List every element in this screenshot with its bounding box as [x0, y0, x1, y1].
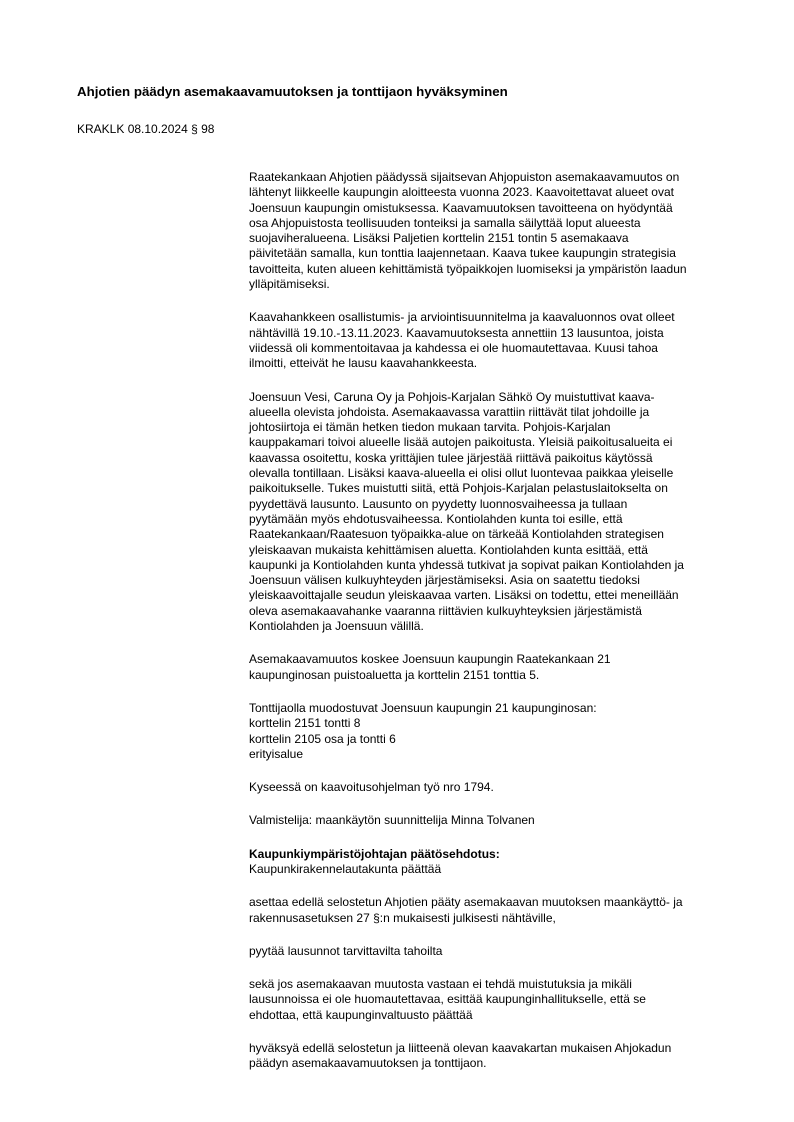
paragraph-line: päädyn asemakaavamuutoksen ja tonttijaon. [249, 1056, 487, 1071]
paragraph-line: alueella olevista johdoista. Asemakaavassa varattiin riittävät tilat johdoille ja [249, 404, 650, 419]
paragraph-line: suojaviheralueena. Lisäksi Paljetien korttelin 2151 tontin 5 asemakaava [249, 231, 629, 246]
meeting-reference: KRAKLK 08.10.2024 § 98 [77, 122, 215, 136]
paragraph [249, 170, 749, 292]
paragraph-line: sekä jos asemakaavan muutosta vastaan ei tehdä muistutuksia ja mikäli [249, 977, 632, 992]
paragraph-line: Asemakaavamuutos koskee Joensuun kaupungin Raatekankaan 21 [249, 652, 611, 667]
paragraph-line: pyydettävä lausunto. Lausunto on pyydetty luonnosvaiheessa ja tullaan [249, 496, 628, 511]
paragraph-line: olevalla tontillaan. Lisäksi kaava-alueella ei olisi ollut luontevaa paikkaa yleiselle [249, 466, 674, 481]
paragraph [249, 977, 749, 1023]
paragraph [249, 944, 749, 959]
paragraph-line: ehdottaa, että kaupunginvaltuusto päättää [249, 1007, 473, 1022]
paragraph [249, 847, 749, 878]
paragraph-line: pyytää lausunnot tarvittavilta tahoilta [249, 943, 443, 958]
paragraph-line: erityisalue [249, 746, 304, 761]
paragraph-line: viidessä oli kommentoitavaa ja kahdessa ei ole huomautettavaa. Kuusi tahoa [249, 340, 658, 355]
paragraph-line: ilmoitti, etteivät he lausu kaavahankkeesta. [249, 356, 478, 371]
paragraph [249, 652, 749, 683]
paragraph-line: kaupunginosan puistoaluetta ja korttelin 2151 tonttia 5. [249, 667, 540, 682]
paragraph-line: Joensuun kaupungin omistuksessa. Kaavamuutoksen tavoitteena on hyödyntää [249, 200, 673, 215]
paragraph-line: kaupunki ja Kontiolahden kunta yhdessä tutkivat ja sopivat paikan Kontiolahden ja [249, 557, 684, 572]
paragraph-line: kaavassa osoitettu, koska yrittäjien tulee järjestää riittävä paikoitus käytössä [249, 450, 653, 465]
paragraph-line: Tonttijaolla muodostuvat Joensuun kaupungin 21 kaupunginosan: [249, 700, 597, 715]
paragraph-line: paikoitukselle. Tukes muistutti siitä, että Pohjois-Karjalan pelastuslaitokselta on [249, 481, 668, 496]
paragraph [249, 813, 749, 828]
paragraph [249, 780, 749, 795]
document-title: Ahjotien päädyn asemakaavamuutoksen ja tonttijaon hyväksyminen [77, 84, 508, 99]
paragraph-line: nähtävillä 19.10.-13.11.2023. Kaavamuutoksesta annettiin 13 lausuntoa, joista [249, 325, 664, 340]
paragraph-line: Raatekankaan/Raatesuon työpaikka-alue on tärkeää Kontiolahden strategisen [249, 527, 664, 542]
paragraph-line: hyväksyä edellä selostetun ja liitteenä olevan kaavakartan mukaisen Ahjokadun [249, 1041, 672, 1056]
paragraph-line: korttelin 2151 tontti 8 [249, 716, 361, 731]
paragraph-line: yleiskaavoittajalle seudun yleiskaavaa varten. Lisäksi on todettu, ettei meneillään [249, 588, 679, 603]
paragraph-line: ylläpitämiseksi. [249, 277, 330, 292]
paragraph-line: oleva asemakaavahanke vaaranna riittävien kulkuyhteyksien järjestämistä [249, 603, 642, 618]
paragraph [249, 390, 749, 635]
paragraph-line: Joensuun välisen kulkuyhteyden järjestämiseksi. Asia on saatettu tiedoksi [249, 573, 640, 588]
document-body [249, 170, 749, 1090]
paragraph-line: yleiskaavan mukaista kehittämisen aluetta. Kontiolahden kunta esittää, että [249, 542, 648, 557]
paragraph [249, 701, 749, 762]
paragraph-line: johtosiirtoja ei tämän hetken tiedon mukaan tarvita. Pohjois-Karjalan [249, 420, 611, 435]
paragraph-line: kauppakamari toivoi alueelle lisää autojen paikoitusta. Yleisiä paikoitusalueita ei [249, 435, 673, 450]
paragraph-line: pyytämään myös ehdotusvaiheessa. Kontiolahden kunta toi esille, että [249, 511, 623, 526]
paragraph-line: Valmistelija: maankäytön suunnittelija Minna Tolvanen [249, 813, 535, 828]
paragraph [249, 895, 749, 926]
paragraph-line: lähtenyt liikkeelle kaupungin aloitteesta vuonna 2023. Kaavoitettavat alueet ovat [249, 185, 674, 200]
paragraph-line: Kaupunkirakennelautakunta päättää [249, 861, 442, 876]
paragraph-line: rakennusasetuksen 27 §:n mukaisesti julkisesti nähtäville, [249, 910, 556, 925]
paragraph-line: osa Ahjopuistosta teollisuuden tonteiksi ja samalla säilyttää loput alueesta [249, 215, 641, 230]
paragraph [249, 1041, 749, 1072]
paragraph-line: päivitetään samalla, kun tonttia laajennetaan. Kaava tukee kaupungin strategisia [249, 246, 676, 261]
paragraph-line: asettaa edellä selostetun Ahjotien pääty asemakaavan muutoksen maankäyttö- ja [249, 895, 683, 910]
proposal-heading: Kaupunkiympäristöjohtajan päätösehdotus: [249, 846, 500, 861]
paragraph-line: Kyseessä on kaavoitusohjelman työ nro 1794. [249, 780, 494, 795]
paragraph-line: korttelin 2105 osa ja tontti 6 [249, 731, 396, 746]
paragraph-line: Raatekankaan Ahjotien päädyssä sijaitsevan Ahjopuiston asemakaavamuutos on [249, 170, 680, 184]
paragraph-line: Kontiolahden ja Joensuun välillä. [249, 619, 424, 634]
paragraph [249, 310, 749, 371]
paragraph-line: Kaavahankkeen osallistumis- ja arviointisuunnitelma ja kaavaluonnos ovat olleet [249, 310, 675, 325]
paragraph-line: lausunnoissa ei ole huomautettavaa, esittää kaupunginhallitukselle, että se [249, 992, 646, 1007]
paragraph-line: Joensuun Vesi, Caruna Oy ja Pohjois-Karjalan Sähkö Oy muistuttivat kaava- [249, 389, 655, 404]
paragraph-line: tavoitteita, kuten alueen kehittämistä työpaikkojen luomiseksi ja ympäristön laadun [249, 261, 687, 276]
